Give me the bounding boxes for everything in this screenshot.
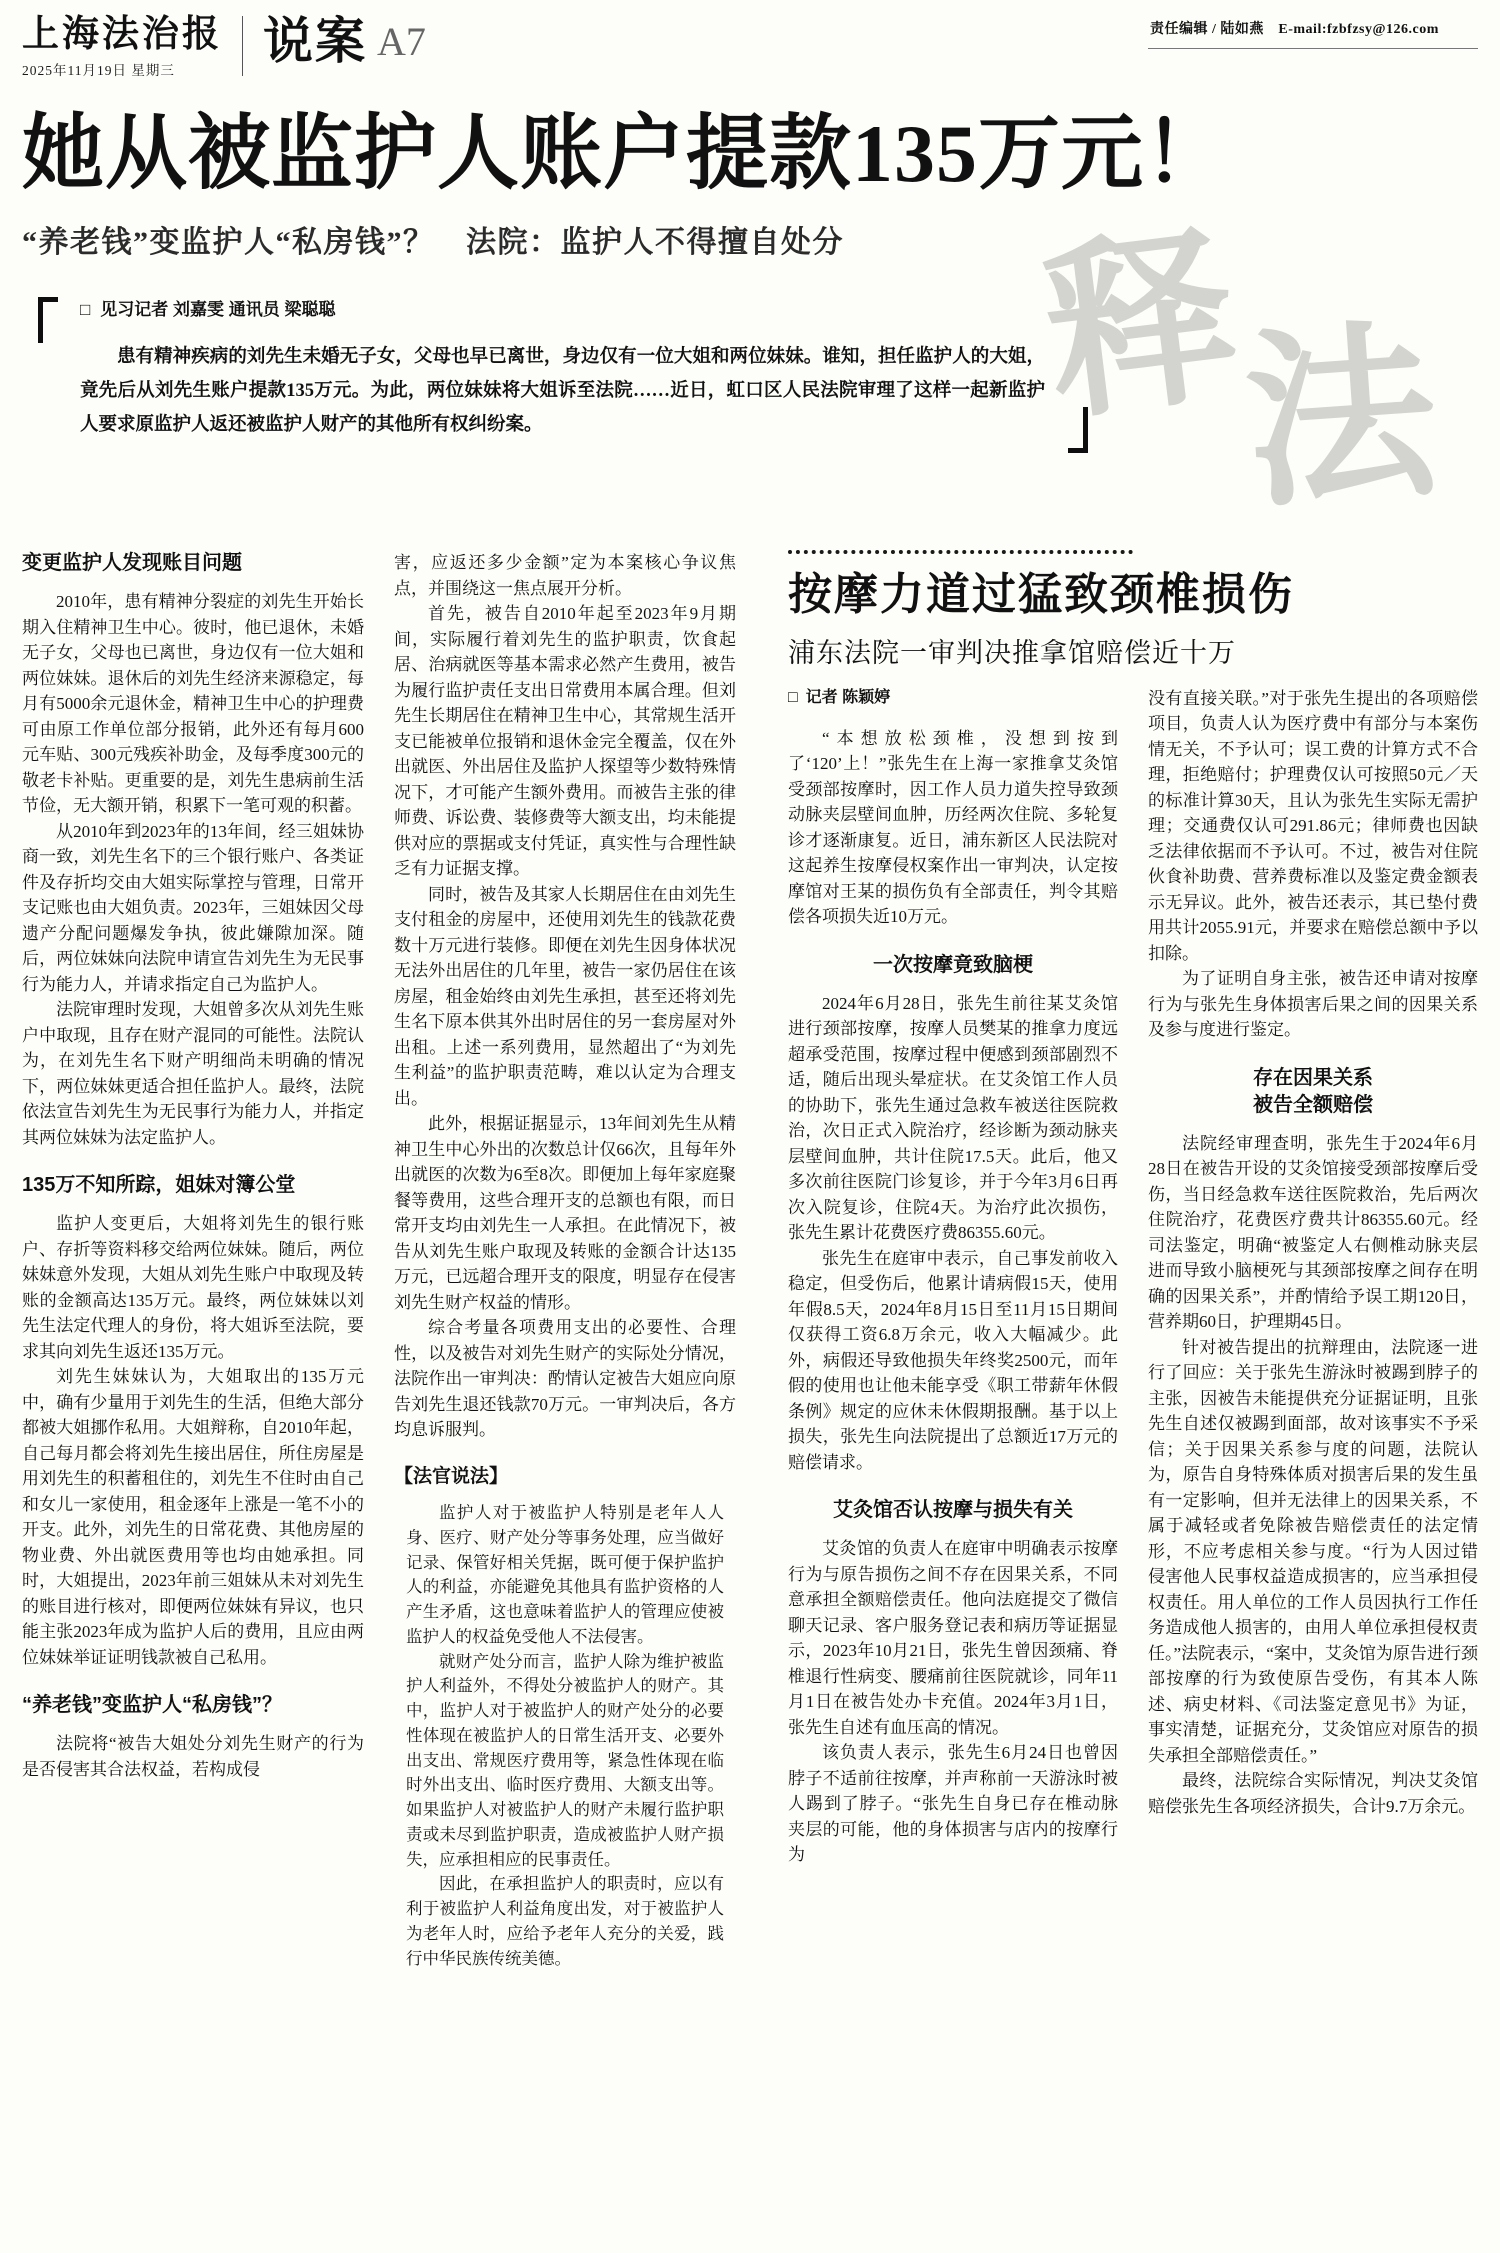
body-paragraph-continuation: 害，应返还多少金额”定为本案核心争议焦点，并围绕这一焦点展开分析。 — [394, 553, 736, 598]
body-paragraph: 针对被告提出的抗辩理由，法院逐一进行了回应：关于张先生游泳时被踢到脖子的主张，因被告未能提供充分证据证明，且张先生自述仅被踢到面部，故对该事实不予采信；关于因果关系参与度的问题，法院认为，原告自身特殊体质对损害后果的发生虽有一定影响，但并无法律上的因果关系，不属于减轻或者免除被告赔偿责任的法定情形，不应考虑相关参与度。“行为人因过错侵害他人民事权益造成损害的，应当承担侵权责任。用人单位的工作人员因执行工作任务造成他人损害的，由用人单位承担侵权责任。”法院表示，“案中，艾灸馆为原告进行颈部按摩的行为致使原告受伤，有其本人陈述、病史材料、《司法鉴定意见书》为证，事实清楚，证据充分，艾灸馆应对原告的损失承担全部赔偿责任。” — [1148, 1337, 1478, 1765]
date-line: 2025年11月19日 星期三 — [22, 62, 175, 78]
section-heading: 135万不知所踪，姐妹对簿公堂 — [22, 1174, 296, 1197]
second-article — [788, 550, 1478, 2222]
body-paragraph: 该负责人表示，张先生6月24日也曾因脖子不适前往按摩，并声称前一天游泳时被人踢到了脖子。“张先生自身已存在椎动脉夹层的可能，他的身体损害与店内的按摩行为 — [788, 1743, 1118, 1865]
body-paragraph: 监护人变更后，大姐将刘先生的银行账户、存折等资料移交给两位妹妹。随后，两位妹妹意外发现，大姐从刘先生账户中取现及转账的金额高达135万元。最终，两位妹妹以刘先生法定代理人的身份，将大姐诉至法院，要求其向刘先生返还135万元。 — [22, 1214, 364, 1361]
body-paragraph: 首先，被告自2010年起至2023年9月期间，实际履行着刘先生的监护职责，饮食起居、治病就医等基本需求必然产生费用，被告为履行监护责任支出日常费用本属合理。但刘先生长期居住在精神卫生中心，其常规生活开支已能被单位报销和退休金完全覆盖，仅在外出就医、外出居住及监护人探望等少数特殊情况下，才可能产生额外费用。而被告主张的律师费、诉讼费、装修费等大额支出，均未能提供对应的票据或支付凭证，真实性与合理性缺乏有力证据支撑。 — [394, 604, 736, 879]
byline-text: 见习记者 刘嘉雯 通讯员 梁聪聪 — [100, 300, 336, 320]
main-headline: 她从被监护人账户提款135万元！ — [22, 107, 1228, 199]
main-article-column-1 — [22, 550, 364, 2222]
byline-square-icon: □ — [80, 300, 91, 320]
editor-info: 责任编辑 / 陆如燕 E-mail:fzbfzsy@126.com — [1148, 14, 1478, 49]
second-article-header — [788, 550, 1478, 670]
shifa-watermark — [1033, 212, 1466, 533]
body-paragraph-continuation: 没有直接关联。”对于张先生提出的各项赔偿项目，负责人认为医疗费中有部分与本案伤情无关，不予认可；误工费的计算方式不合理，拒绝赔付；护理费仅认可按照50元／天的标准计算30天，且认为张先生实际无需护理；交通费仅认可291.86元；律师费也因缺乏法律依据而不予认可。不过，被告对住院伙食补助费、营养费标准以及鉴定费金额表示无异议。此外，被告还表示，其已垫付费用共计2055.91元，并要求在赔偿总额中予以扣除。 — [1148, 688, 1478, 963]
section-heading: 一次按摩竟致脑梗 — [873, 953, 1033, 976]
main-article-body — [22, 550, 736, 2222]
body-paragraph: 为了证明自身主张，被告还申请对按摩行为与张先生身体损害后果之间的因果关系及参与度进行鉴定。 — [1148, 969, 1478, 1040]
body-paragraph: 2010年，患有精神分裂症的刘先生开始长期入住精神卫生中心。彼时，他已退休，未婚无子女，父母也已离世，身边仅有一位大姐和两位妹妹。退休后的刘先生经济来源稳定，每月有5000余元退休金，精神卫生中心的护理费可由原工作单位部分报销，此外还有每月600元车贴、300元残疾补助金，及每季度300元的敬老卡补贴。更重要的是，刘先生患病前生活节俭，无大额开销，积累下一笔可观的积蓄。 — [22, 592, 364, 816]
second-article-column-2 — [1148, 686, 1478, 2222]
lead-paragraph: 患有精神疾病的刘先生未婚无子女，父母也早已离世，身边仅有一位大姐和两位妹妹。谁知，担任监护人的大姐，竟先后从刘先生账户提款135万元。为此，两位妹妹将大姐诉至法院……近日，虹口区人民法院审理了这样一起新监护人要求原监护人返还被监护人财产的其他所有权纠纷案。 — [80, 347, 1045, 436]
section-heading: 存在因果关系 被告全额赔偿 — [1253, 1066, 1373, 1116]
body-paragraph: 法院经审理查明，张先生于2024年6月28日在被告开设的艾灸馆接受颈部按摩后受伤，当日经急救车送往医院救治，先后两次住院治疗，花费医疗费共计86355.60元。经司法鉴定，明确“被鉴定人右侧椎动脉夹层进而导致小脑梗死与其颈部按摩之间存在明确的因果关系”，并酌情给予误工期120日，营养期60日，护理期45日。 — [1148, 1133, 1478, 1332]
bracket-top-left-icon — [38, 297, 58, 343]
masthead-divider — [242, 16, 243, 76]
judge-commentary-paragraph: 因此，在承担监护人的职责时，应以有利于被监护人利益角度出发，对于被监护人为老年人时，应给予老年人充分的关爱，践行中华民族传统美德。 — [406, 1874, 724, 1968]
main-article-byline — [80, 295, 1478, 320]
second-article-subhead: 浦东法院一审判决推拿馆赔偿近十万 — [788, 637, 1236, 668]
paper-name: 上海法治报 — [22, 14, 222, 55]
body-paragraph: “本想放松颈椎，没想到按到了‘120’上！”张先生在上海一家推拿艾灸馆受颈部按摩时，因工作人员力道失控导致颈动脉夹层壁间血肿，历经两次住院、多轮复诊才逐渐康复。近日，浦东新区人民法院对这起养生按摩侵权案作出一审判决，认定按摩馆对王某的损伤负有全部责任，判令其赔偿各项损失近10万元。 — [788, 728, 1118, 927]
body-paragraph: 此外，根据证据显示，13年间刘先生从精神卫生中心外出的次数总计仅66次，且每年外出就医的次数为6至8次。即便加上每年家庭聚餐等费用，这些合理开支的总额也有限，而日常开支均由刘先生一人承担。在此情况下，被告从刘先生账户取现及转账的金额合计达135万元，已远超合理开支的限度，明显存在侵害刘先生财产权益的情形。 — [394, 1114, 736, 1312]
body-paragraph: 最终，法院综合实际情况，判决艾灸馆赔偿张先生各项经济损失，合计9.7万余元。 — [1148, 1771, 1478, 1816]
body-paragraph: 同时，被告及其家人长期居住在由刘先生支付租金的房屋中，还使用刘先生的钱款花费数十万元进行装修。即便在刘先生因身体状况无法外出居住的几年里，被告一家仍居住在该房屋，租金始终由刘先生承担，甚至还将刘先生名下原本供其外出时居住的另一套房屋对外出租。上述一系列费用，显然超出了“为刘先生利益”的监护职责范畴，难以认定为合理支出。 — [394, 884, 736, 1108]
main-subhead: “养老钱”变监护人“私房钱”？ 法院：监护人不得擅自处分 — [22, 226, 844, 260]
section-heading: 艾灸馆否认按摩与损失有关 — [833, 1499, 1073, 1522]
watermark-char-shi: 释 — [1033, 212, 1249, 444]
dotted-rule — [788, 550, 1133, 554]
section-heading: 变更监护人发现账目问题 — [22, 552, 242, 575]
body-paragraph: 从2010年到2023年的13年间，经三姐妹协商一致，刘先生名下的三个银行账户、各类证件及存折均交由大姐实际掌控与管理，日常开支记账也由大姐负责。2023年，三姐妹因父母遗产分配问题爆发争执，彼此嫌隙加深。随后，两位妹妹向法院申请宣告刘先生为无民事行为能力人，并请求指定自己为监护人。 — [22, 821, 364, 994]
byline-square-icon: □ — [788, 688, 798, 706]
second-article-column-1 — [788, 686, 1118, 2222]
body-paragraph: 法院将“被告大姐处分刘先生财产的行为是否侵害其合法权益，若构成侵 — [22, 1734, 364, 1779]
body-paragraph: 张先生在庭审中表示，自己事发前收入稳定，但受伤后，他累计请病假15天，使用年假8.5天，2024年8月15日至11月15日期间仅获得工资6.8万余元，收入大幅减少。此外，病假还导致他损失年终奖2500元，而年假的使用也让他未能享受《职工带薪年休假条例》规定的应休未休假期报酬。基于以上损失，张先生向法院提出了总额近17万元的赔偿请求。 — [788, 1248, 1118, 1472]
judge-commentary-paragraph: 监护人对于被监护人特别是老年人人身、医疗、财产处分等事务处理，应当做好记录、保管好相关凭据，既可便于保护监护人的利益，亦能避免其他具有监护资格的人产生矛盾，这也意味着监护人的管理应使被监护人的权益免受他人不法侵害。 — [406, 1503, 724, 1646]
main-article-column-2 — [394, 550, 736, 2222]
body-paragraph: 艾灸馆的负责人在庭审中明确表示按摩行为与原告损伤之间不存在因果关系，不同意承担全额赔偿责任。他向法庭提交了微信聊天记录、客户服务登记表和病历等证据显示，2023年10月21日，张先生曾因颈痛、脊椎退行性病变、腰痛前往医院就诊，同年11月1日在被告处办卡充值。2024年3月1日，张先生自述有血压高的情况。 — [788, 1539, 1118, 1737]
byline-text: 记者 陈颖婷 — [805, 688, 891, 706]
watermark-char-fa: 法 — [1238, 308, 1444, 532]
masthead-left — [22, 14, 222, 79]
body-paragraph: 法院审理时发现，大姐曾多次从刘先生账户中取现，且存在财产混同的可能性。法院认为，在刘先生名下财产明细尚未明确的情况下，两位妹妹更适合担任监护人。最终，法院依法宣告刘先生为无民事行为能力人，并指定其两位妹妹为法定监护人。 — [22, 1000, 364, 1147]
bracket-bottom-right-icon — [1068, 407, 1088, 453]
second-article-headline: 按摩力道过猛致颈椎损伤 — [788, 570, 1294, 620]
body-paragraph: 刘先生妹妹认为，大姐取出的135万元中，确有少量用于刘先生的生活，但绝大部分都被大姐挪作私用。大姐辩称，自2010年起，自己每月都会将刘先生接出居住，所住房屋是用刘先生的积蓄租住的，刘先生不住时由自己和女儿一家使用，租金逐年上涨是一笔不小的开支。此外，刘先生的日常花费、其他房屋的物业费、外出就医费用等也均由她承担。同时，大姐提出，2023年前三姐妹从未对刘先生的账目进行核对，即便两位妹妹有异议，也只能主张2023年成为监护人后的费用，且应由两位妹妹举证证明钱款被自己私用。 — [22, 1367, 364, 1667]
judge-commentary-paragraph: 就财产处分而言，监护人除为维护被监护人利益外，不得处分被监护人的财产。其中，监护人对于被监护人的财产处分的必要性体现在被监护人的日常生活开支、必要外出支出、常规医疗费用等，紧急性体现在临时外出支出、临时医疗费用、大额支出等。如果监护人对被监护人的财产未履行监护职责或未尽到监护职责，造成被监护人财产损失，应承担相应的民事责任。 — [406, 1651, 724, 1869]
body-paragraph: 2024年6月28日，张先生前往某艾灸馆进行颈部按摩，按摩人员樊某的推拿力度远超承受范围，按摩过程中便感到颈部剧烈不适，随后出现头晕症状。在艾灸馆工作人员的协助下，张先生通过急救车被送往医院救治，次日正式入院治疗，经诊断为颈动脉夹层壁间血肿，共计住院17.5天。此后，他又多次前往医院门诊复诊，并于今年3月6日再次入院复诊，住院4天。为治疗此次损伤，张先生累计花费医疗费86355.60元。 — [788, 993, 1118, 1243]
section-name: 说案 — [263, 13, 367, 69]
second-article-body — [788, 686, 1478, 2222]
judge-commentary-title: 【法官说法】 — [394, 1465, 509, 1487]
page-number: A7 — [377, 19, 426, 64]
masthead — [22, 14, 1478, 79]
body-paragraph: 综合考量各项费用支出的必要性、合理性，以及被告对刘先生财产的实际处分情况，法院作出一审判决：酌情认定被告大姐应向原告刘先生退还钱款70万元。一审判决后，各方均息诉服判。 — [394, 1318, 736, 1440]
body-area — [22, 550, 1478, 2222]
article-byline — [788, 686, 1118, 710]
section-heading: “养老钱”变监护人“私房钱”？ — [22, 1694, 282, 1717]
